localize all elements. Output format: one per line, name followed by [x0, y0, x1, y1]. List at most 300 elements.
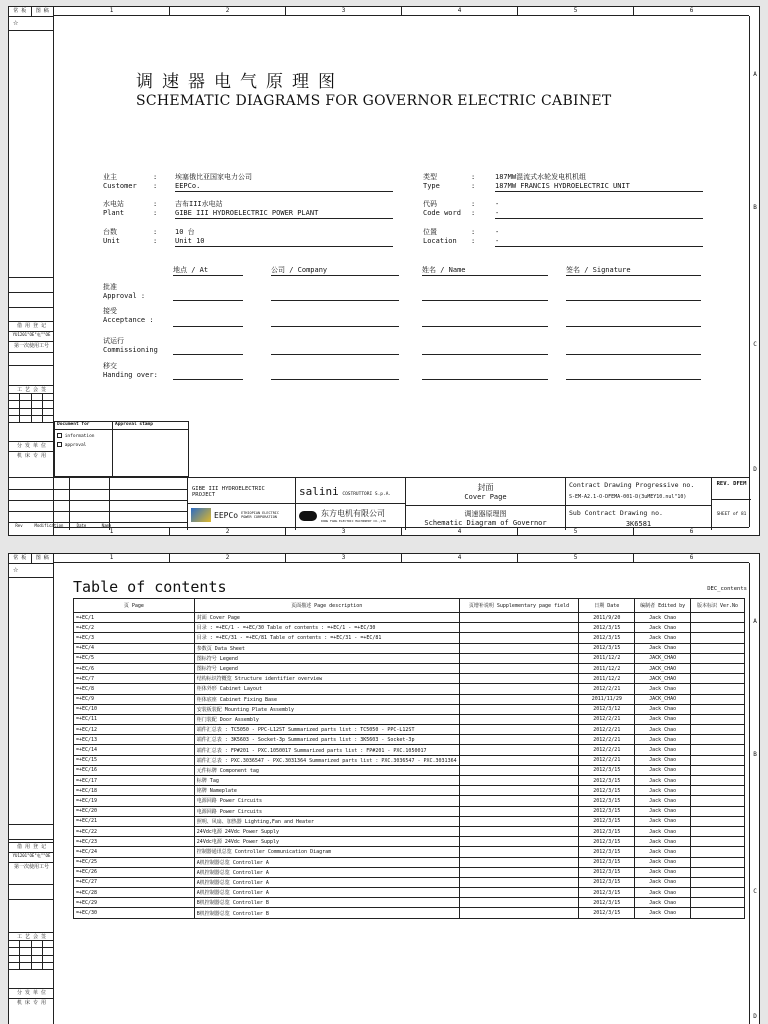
toc-cell: 2011/9/20 [579, 613, 635, 623]
toc-cell: Jack Chao [635, 704, 691, 714]
toc-cell: Jack Chao [635, 613, 691, 623]
toc-cell: Jack Chao [635, 745, 691, 755]
toc-reference: DEC_contents [707, 586, 747, 592]
toc-cell [459, 633, 579, 643]
ruler-col: 5 [517, 7, 633, 15]
toc-cell [459, 857, 579, 867]
toc-cell: 2012/3/15 [579, 888, 635, 898]
ruler-col: 4 [401, 554, 517, 562]
toc-cell [459, 755, 579, 765]
toc-cell: Jack Chao [635, 755, 691, 765]
type-info: 类型 : 187MW混流式水轮发电机机组 Type : 187MW FRANCIS HYDROELECTRIC UNIT [423, 173, 703, 192]
toc-cell: Jack Chao [635, 888, 691, 898]
toc-cell: JACK_CHAO [635, 694, 691, 704]
toc-cell [691, 755, 745, 765]
toc-cell: Jack Chao [635, 765, 691, 775]
toc-cell [691, 898, 745, 908]
toc-cell [691, 725, 745, 735]
toc-row[interactable] [74, 857, 745, 867]
toc-cell [459, 867, 579, 877]
toc-cell [691, 816, 745, 826]
sig-header-signature: 签名 / Signature [566, 265, 701, 276]
toc-cell: 安装板装配 Mounting Plate Assembly [194, 704, 459, 714]
toc-cell: 2012/3/15 [579, 908, 635, 918]
toc-row[interactable] [74, 613, 745, 623]
ruler-col: 4 [401, 528, 517, 535]
drawing-number-cell: Contract Drawing Progressive no. S-EM-A2.1-O-DFEMA-001-D(3uMEY10.nul"10) Sub Contract Drawing no. 3K6581 [565, 478, 711, 530]
ruler-col: 3 [285, 7, 401, 15]
toc-cell: =+EC/17 [74, 776, 195, 786]
toc-cell: Jack Chao [635, 735, 691, 745]
reg-line1: YU1201"OE"电""OE [9, 331, 54, 338]
toc-cell [459, 694, 579, 704]
toc-cell [459, 877, 579, 887]
toc-cell: 照明、风扇、加热器 Lighting,Fan and Heater [194, 816, 459, 826]
toc-cell: Jack Chao [635, 725, 691, 735]
plant-info: 水电站 : 吉布III水电站 Plant : GIBE III HYDROELECTRIC POWER PLANT [103, 200, 393, 219]
ruler-row: A [753, 71, 757, 78]
toc-cell [691, 653, 745, 663]
toc-cell: 24Vdc电源 24Vdc Power Supply [194, 837, 459, 847]
toc-cell: Jack Chao [635, 623, 691, 633]
toc-cell [459, 613, 579, 623]
toc-cell [691, 714, 745, 724]
toc-cell: =+EC/21 [74, 816, 195, 826]
ruler-col: 1 [109, 554, 114, 561]
toc-row[interactable] [74, 755, 745, 765]
toc-cell: JACK_CHAO [635, 663, 691, 673]
toc-cell [691, 867, 745, 877]
cover-sheet [8, 6, 760, 536]
reg-line2: 第一次使用工号 [9, 862, 54, 870]
ruler-row: C [753, 341, 757, 348]
toc-cell: Jack Chao [635, 816, 691, 826]
ruler-col: 6 [633, 528, 749, 535]
toc-row[interactable] [74, 847, 745, 857]
toc-cell: Jack Chao [635, 877, 691, 887]
toc-cell: Jack Chao [635, 867, 691, 877]
toc-column-header: 页 Page [74, 599, 195, 613]
toc-cell: Jack Chao [635, 898, 691, 908]
toc-cell: =+EC/29 [74, 898, 195, 908]
toc-cell: Jack Chao [635, 857, 691, 867]
toc-cell: 2012/3/15 [579, 623, 635, 633]
toc-cell: 2012/3/15 [579, 867, 635, 877]
special-label: 机 床 专 用 [9, 451, 54, 459]
ruler-col: 5 [517, 554, 633, 562]
ruler-row: D [753, 466, 757, 473]
information-checkbox[interactable] [57, 433, 62, 438]
ruler-col: 5 [517, 528, 633, 535]
toc-cell: =+EC/6 [74, 663, 195, 673]
toc-row[interactable] [74, 837, 745, 847]
ruler-row: D [753, 1013, 757, 1020]
toc-cell: =+EC/7 [74, 674, 195, 684]
toc-cell: Jack Chao [635, 684, 691, 694]
toc-cell: 2012/3/15 [579, 837, 635, 847]
toc-cell [459, 888, 579, 898]
craft-label: 工 艺 会 签 [9, 385, 54, 393]
toc-row[interactable] [74, 674, 745, 684]
toc-cell [691, 613, 745, 623]
toc-row[interactable] [74, 663, 745, 673]
toc-sheet [8, 553, 760, 1024]
page-name-cell: 封面 Cover Page 调速器原理图 Schematic Diagram of Governor [405, 478, 565, 530]
toc-cell: 2012/2/21 [579, 745, 635, 755]
toc-cell: 图标符号 Legend [194, 653, 459, 663]
toc-cell: 2012/2/21 [579, 684, 635, 694]
special-label: 机 床 专 用 [9, 998, 54, 1006]
toc-cell [691, 847, 745, 857]
toc-cell [691, 684, 745, 694]
toc-cell: 2012/3/15 [579, 796, 635, 806]
toc-cell: 端件汇总表 : FP#201 - PXC.1050017 Summarized parts list : FP#201 - PXC.1050017 [194, 745, 459, 755]
reg-label: 借 用 登 记 [9, 842, 54, 850]
title-block [9, 477, 749, 537]
toc-cell [691, 796, 745, 806]
toc-row[interactable] [74, 826, 745, 836]
left-margin-strip [9, 554, 54, 1024]
strip-label: 常 板 [9, 7, 32, 16]
toc-cell: 2012/3/15 [579, 898, 635, 908]
column-ruler [54, 554, 749, 563]
toc-cell: =+EC/26 [74, 867, 195, 877]
reg-line1: YU1201"OE"电""OE [9, 852, 54, 859]
toc-cell: A机控制器总览 Controller A [194, 888, 459, 898]
toc-cell: 标牌 Tag [194, 776, 459, 786]
reg-label: 借 用 登 记 [9, 321, 54, 329]
toc-cell: =+EC/13 [74, 735, 195, 745]
toc-cell: 端件汇总表 : 3K5603 - Socket-3p Summarized parts list : 3K5603 - Socket-3p [194, 735, 459, 745]
toc-row[interactable] [74, 684, 745, 694]
toc-cell: =+EC/8 [74, 684, 195, 694]
toc-cell [459, 745, 579, 755]
toc-cell [459, 908, 579, 918]
toc-cell [691, 735, 745, 745]
toc-cell [691, 765, 745, 775]
toc-cell [459, 826, 579, 836]
location-info: 位置 : - Location : - [423, 228, 703, 247]
toc-cell [691, 776, 745, 786]
toc-cell: B机控制器总览 Controller B [194, 898, 459, 908]
toc-column-header: 页增补说明 Supplementary page field [459, 599, 579, 613]
toc-cell: 2011/11/29 [579, 694, 635, 704]
toc-cell: =+EC/28 [74, 888, 195, 898]
title-english: SCHEMATIC DIAGRAMS FOR GOVERNOR ELECTRIC CABINET [136, 93, 612, 109]
toc-row[interactable] [74, 714, 745, 724]
toc-cell [459, 786, 579, 796]
toc-cell: =+EC/12 [74, 725, 195, 735]
toc-row[interactable] [74, 694, 745, 704]
toc-cell [459, 684, 579, 694]
toc-cell [691, 633, 745, 643]
ruler-col: 1 [109, 7, 114, 14]
column-ruler [54, 7, 749, 16]
row-ruler [749, 16, 759, 527]
toc-row[interactable] [74, 735, 745, 745]
toc-cell [459, 623, 579, 633]
toc-cell: 柜体底座 Cabinet Fixing Base [194, 694, 459, 704]
toc-cell [691, 806, 745, 816]
left-margin-strip [9, 7, 54, 535]
toc-cell [459, 643, 579, 653]
toc-cell: 2012/3/15 [579, 776, 635, 786]
code-info: 代码 : - Code word : - [423, 200, 703, 219]
toc-header-row [74, 599, 745, 613]
toc-cell: =+EC/10 [74, 704, 195, 714]
toc-row[interactable] [74, 908, 745, 918]
ruler-col: 2 [169, 554, 285, 562]
toc-cell: =+EC/23 [74, 837, 195, 847]
toc-row[interactable] [74, 806, 745, 816]
toc-cell: 控制器通讯总览 Controller Communication Diagram [194, 847, 459, 857]
toc-cell: Jack Chao [635, 806, 691, 816]
toc-cell: JACK_CHAO [635, 674, 691, 684]
toc-cell: 柜体外形 Cabinet Layout [194, 684, 459, 694]
rev-sheet-cell: REV. DFEM SHEET of 81 [711, 478, 751, 530]
toc-cell: 端件汇总表 : PXC.3036547 - PXC.3031364 Summarized parts list : PXC.3036547 - PXC.3031364 [194, 755, 459, 765]
toc-cell: Jack Chao [635, 786, 691, 796]
ruler-row: C [753, 888, 757, 895]
toc-cell [691, 908, 745, 918]
sig-approval: 批准 Approval : [103, 283, 146, 300]
toc-cell [691, 888, 745, 898]
toc-cell: 24Vdc电源 24Vdc Power Supply [194, 826, 459, 836]
title-chinese: 调速器电气原理图 [136, 72, 344, 92]
toc-cell: 封面 Cover Page [194, 613, 459, 623]
toc-row[interactable] [74, 867, 745, 877]
toc-cell: Jack Chao [635, 776, 691, 786]
toc-cell: 2012/3/15 [579, 877, 635, 887]
toc-row[interactable] [74, 653, 745, 663]
customer-info: 业主 : 埃塞俄比亚国家电力公司 Customer : EEPCo. [103, 173, 393, 192]
toc-cell [691, 623, 745, 633]
toc-row[interactable] [74, 623, 745, 633]
eepco-logo-icon [191, 508, 211, 522]
toc-cell: 2012/3/12 [579, 704, 635, 714]
toc-cell [459, 663, 579, 673]
star-icon: ☆ [9, 564, 53, 578]
toc-cell: 电源回路 Power Circuits [194, 796, 459, 806]
toc-cell: Jack Chao [635, 633, 691, 643]
toc-table [73, 598, 745, 919]
toc-cell: 2012/3/15 [579, 643, 635, 653]
toc-row[interactable] [74, 633, 745, 643]
toc-cell [459, 837, 579, 847]
toc-cell: 铭牌 Nameplate [194, 786, 459, 796]
toc-cell: B机控制器总览 Controller B [194, 908, 459, 918]
toc-cell [691, 857, 745, 867]
craft-label: 工 艺 会 签 [9, 932, 54, 940]
toc-cell: =+EC/22 [74, 826, 195, 836]
dist-label: 分 发 单 位 [9, 441, 54, 449]
toc-cell: =+EC/14 [74, 745, 195, 755]
ruler-row: A [753, 618, 757, 625]
toc-cell [459, 816, 579, 826]
toc-cell: 2012/3/15 [579, 816, 635, 826]
toc-cell [691, 663, 745, 673]
toc-cell [691, 826, 745, 836]
toc-column-header: 日期 Date [579, 599, 635, 613]
toc-cell: Jack Chao [635, 796, 691, 806]
toc-cell: 图标符号 Legend [194, 663, 459, 673]
toc-row[interactable] [74, 816, 745, 826]
toc-cell [459, 735, 579, 745]
toc-row[interactable] [74, 776, 745, 786]
document-for-box: Document for Approval stamp information approval [54, 421, 189, 477]
toc-cell: 柜门装配 Door Assembly [194, 714, 459, 724]
revision-table: Rev Modification Date Name [9, 478, 187, 530]
ruler-col: 2 [169, 7, 285, 15]
toc-row[interactable] [74, 643, 745, 653]
toc-cell: 2011/12/2 [579, 653, 635, 663]
toc-cell: =+EC/1 [74, 613, 195, 623]
toc-column-header: 编制者 Edited by [635, 599, 691, 613]
toc-cell: 目录 : =+EC/1 - =+EC/30 Table of contents : =+EC/1 - =+EC/30 [194, 623, 459, 633]
ruler-col: 3 [285, 528, 401, 535]
unit-info: 台数 : 10 台 Unit : Unit 10 [103, 228, 393, 247]
toc-cell: 2012/2/21 [579, 755, 635, 765]
toc-cell: A机控制器总览 Controller A [194, 867, 459, 877]
ruler-row: B [753, 751, 757, 758]
toc-row[interactable] [74, 888, 745, 898]
dongfang-logo-icon [299, 511, 317, 521]
toc-cell: =+EC/27 [74, 877, 195, 887]
toc-cell: Jack Chao [635, 908, 691, 918]
toc-cell: =+EC/16 [74, 765, 195, 775]
toc-row[interactable] [74, 898, 745, 908]
toc-cell [459, 674, 579, 684]
toc-row[interactable] [74, 765, 745, 775]
toc-cell [459, 776, 579, 786]
toc-cell: =+EC/20 [74, 806, 195, 816]
toc-cell [459, 765, 579, 775]
ruler-col: 6 [633, 7, 749, 15]
craft-grid [9, 393, 54, 423]
toc-cell: =+EC/24 [74, 847, 195, 857]
toc-title: Table of contents [73, 578, 227, 596]
ruler-col: 6 [633, 554, 749, 562]
toc-cell [691, 643, 745, 653]
toc-cell: =+EC/19 [74, 796, 195, 806]
toc-cell: =+EC/4 [74, 643, 195, 653]
toc-cell: 元件标牌 Component tag [194, 765, 459, 775]
toc-row[interactable] [74, 725, 745, 735]
dist-label: 分 发 单 位 [9, 988, 54, 996]
toc-cell: 2012/3/15 [579, 633, 635, 643]
toc-cell [691, 694, 745, 704]
toc-cell [691, 674, 745, 684]
strip-label: 图 稿 [35, 8, 49, 14]
ruler-row: B [753, 204, 757, 211]
ruler-col: 2 [169, 528, 285, 535]
strip-label: 图 稿 [35, 555, 49, 561]
toc-row[interactable] [74, 786, 745, 796]
toc-cell: 2012/3/15 [579, 786, 635, 796]
toc-cell: A机控制器总览 Controller A [194, 857, 459, 867]
toc-cell: JACK_CHAO [635, 653, 691, 663]
toc-cell [459, 847, 579, 857]
toc-cell [459, 796, 579, 806]
toc-cell: 2012/3/15 [579, 826, 635, 836]
toc-column-header: 版本标识 Ver.No [691, 599, 745, 613]
toc-cell [691, 786, 745, 796]
toc-cell: 参数页 Data Sheet [194, 643, 459, 653]
toc-cell: A机控制器总览 Controller A [194, 877, 459, 887]
toc-cell: 端件汇总表 : TC5050 - PPC-L12ST Summarized parts list : TC5050 - PPC-L12ST [194, 725, 459, 735]
row-ruler [749, 563, 759, 1024]
sig-handing-over: 移交 Handing over: [103, 362, 158, 379]
toc-cell: 2012/2/21 [579, 714, 635, 724]
toc-cell [459, 704, 579, 714]
sig-header-name: 姓名 / Name [422, 265, 548, 276]
toc-cell: Jack Chao [635, 837, 691, 847]
toc-cell: =+EC/25 [74, 857, 195, 867]
toc-cell: 结构标识符概览 Structure identifier overview [194, 674, 459, 684]
toc-cell [459, 806, 579, 816]
toc-cell [691, 837, 745, 847]
toc-cell: 目录 : =+EC/31 - =+EC/81 Table of contents : =+EC/31 - =+EC/81 [194, 633, 459, 643]
craft-grid [9, 940, 54, 970]
toc-cell [691, 704, 745, 714]
toc-row[interactable] [74, 796, 745, 806]
toc-cell [459, 898, 579, 908]
toc-cell: =+EC/3 [74, 633, 195, 643]
toc-cell: 2012/2/21 [579, 735, 635, 745]
approval-checkbox[interactable] [57, 442, 62, 447]
toc-row[interactable] [74, 745, 745, 755]
toc-cell: 2011/12/2 [579, 674, 635, 684]
star-icon: ☆ [9, 17, 53, 31]
toc-cell: 2012/3/15 [579, 765, 635, 775]
toc-cell: =+EC/9 [74, 694, 195, 704]
reg-line2: 第一次使用工号 [9, 341, 54, 349]
toc-cell: 2011/12/2 [579, 663, 635, 673]
contractor-cell: salini COSTRUTTORI S.p.A. 东方电机有限公司 DONG FANG ELECTRIC MACHINERY CO.,LTD [295, 478, 405, 530]
sig-acceptance: 接受 Acceptance : [103, 307, 154, 324]
toc-cell: Jack Chao [635, 847, 691, 857]
toc-cell: =+EC/5 [74, 653, 195, 663]
toc-cell: Jack Chao [635, 826, 691, 836]
toc-cell [691, 877, 745, 887]
toc-cell [459, 725, 579, 735]
project-cell: GIBE III HYDROELECTRIC PROJECT EEPCo ETHIOPIAN ELECTRIC POWER CORPORATION [187, 478, 295, 530]
ruler-col: 3 [285, 554, 401, 562]
toc-cell: 2012/3/15 [579, 806, 635, 816]
toc-cell [459, 653, 579, 663]
toc-column-header: 页面描述 Page description [194, 599, 459, 613]
toc-cell: Jack Chao [635, 643, 691, 653]
toc-cell: 2012/2/21 [579, 725, 635, 735]
toc-cell: =+EC/30 [74, 908, 195, 918]
toc-row[interactable] [74, 704, 745, 714]
toc-cell: 2012/3/15 [579, 847, 635, 857]
toc-cell [459, 714, 579, 724]
toc-cell: =+EC/15 [74, 755, 195, 765]
toc-cell: =+EC/18 [74, 786, 195, 796]
toc-cell [691, 745, 745, 755]
strip-label: 常 板 [9, 554, 32, 563]
toc-cell: =+EC/2 [74, 623, 195, 633]
ruler-col: 1 [109, 528, 114, 535]
ruler-col: 4 [401, 7, 517, 15]
toc-cell: 2012/3/15 [579, 857, 635, 867]
sig-header-at: 地点 / At [173, 265, 243, 276]
toc-row[interactable] [74, 877, 745, 887]
toc-cell: 电源回路 Power Circuits [194, 806, 459, 816]
sig-commissioning: 试运行 Commissioning [103, 337, 158, 354]
sig-header-company: 公司 / Company [271, 265, 399, 276]
